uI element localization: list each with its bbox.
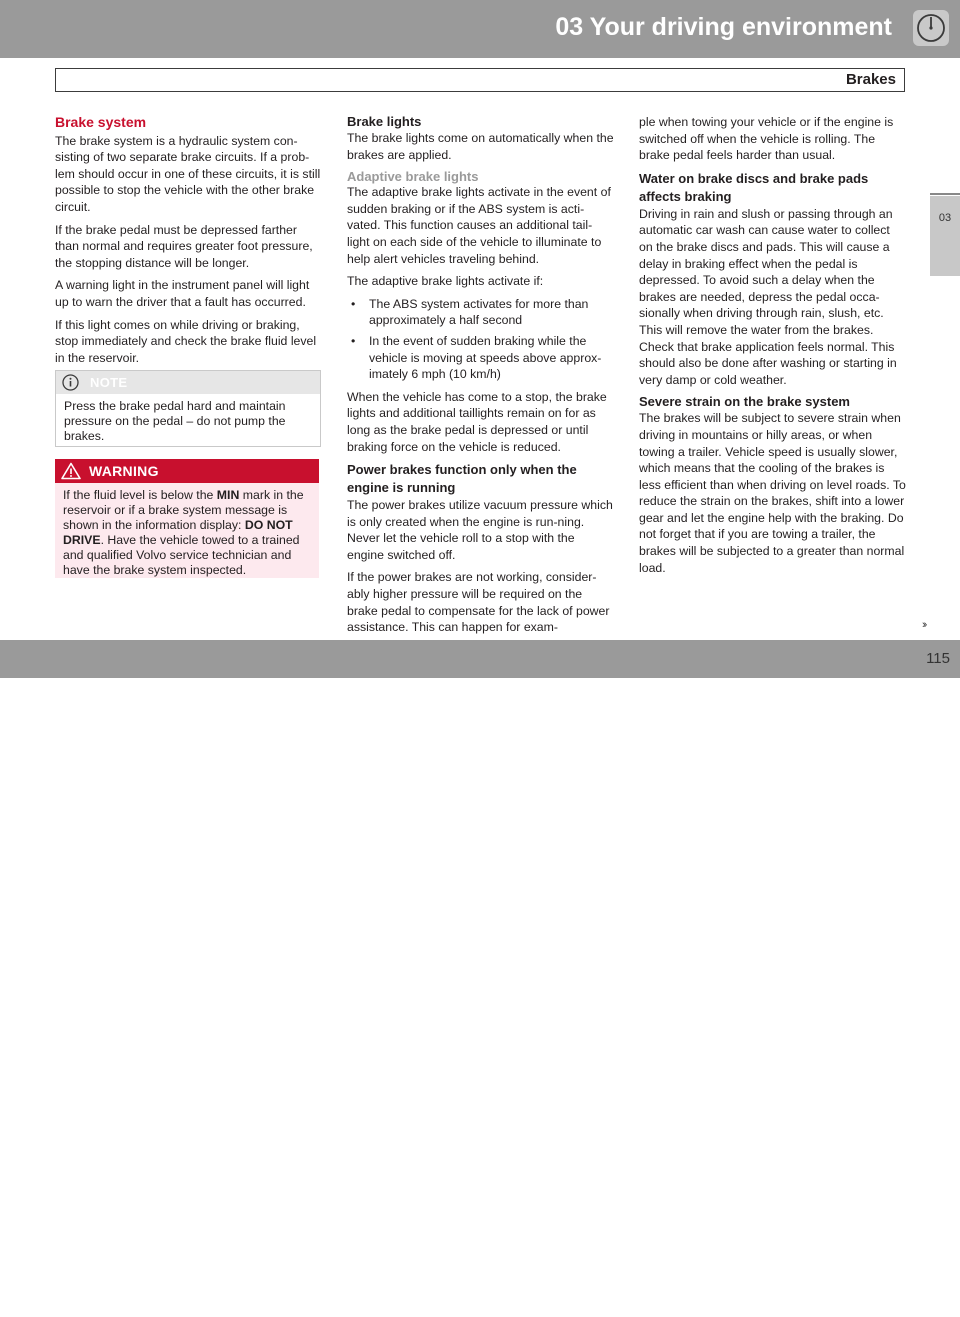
paragraph: A warning light in the instrument panel will light up to warn the driver that a fault has occurred. xyxy=(55,278,310,309)
warning-text-part: mark in the reservoir or if a brake system message is shown in the information display: xyxy=(63,488,304,532)
warning-box xyxy=(55,459,319,578)
list-item-text: In the event of sudden braking while the vehicle is moving at speeds above approx-imately 6 mph (10 km/h) xyxy=(369,333,602,382)
paragraph: The brake lights come on automatically when the brakes are applied. xyxy=(347,131,614,162)
next-page-arrows-icon[interactable]: ›› xyxy=(922,619,926,631)
warning-text-part: If the fluid level is below the xyxy=(63,488,217,502)
paragraph: The power brakes utilize vacuum pressure which is only created when the engine is run-ning. Never let the vehicle roll to a stop with the engine switched off. xyxy=(347,498,613,562)
bottom-bar xyxy=(0,640,960,1316)
list-item-text: The ABS system activates for more than approximately a half second xyxy=(369,296,589,328)
warning-text-part: . Have the vehicle towed to a trained and qualified Volvo service technician and have the brake system inspected. xyxy=(63,533,300,577)
paragraph: The adaptive brake lights activate in the event of sudden braking or if the ABS system is acti-vated. This function causes an additional tail-light on each side of the vehicle to illuminate to help alert vehicles traveling behind. xyxy=(347,185,611,266)
note-label: NOTE xyxy=(90,375,128,390)
list-item xyxy=(347,333,614,383)
column-2 xyxy=(347,114,614,642)
severe-strain-heading: Severe strain on the brake system xyxy=(639,394,850,410)
paragraph: Driving in rain and slush or passing through an automatic car wash can cause water to collect on the brake discs and pads. This will cause a delay in braking effect when the pedal is depressed. To avoid such a delay when the brakes are needed, depress the pedal occa-sionally when driving through rain, slush, etc. This will remove the water from the brakes. Check that brake application feels normal. This should also be done after washing or starting in very damp or cold weather. xyxy=(639,206,897,387)
paragraph: The adaptive brake lights activate if: xyxy=(347,274,544,289)
section-title: Brakes xyxy=(845,71,896,88)
paragraph: When the vehicle has come to a stop, the brake lights and additional taillights remain on for as long as the brake pedal is depressed or until braking force on the vehicle is reduced. xyxy=(347,389,607,454)
paragraph: If this light comes on while driving or braking, stop immediately and check the brake fluid level in the reservoir. xyxy=(55,317,317,365)
warning-label: WARNING xyxy=(89,463,159,479)
bullet-icon: • xyxy=(351,333,356,348)
brake-system-heading: Brake system xyxy=(55,114,147,130)
paragraph: If the power brakes are not working, consider-ably higher pressure will be required on the brake pedal to compensate for the lack of power assistance. This can happen for exam- xyxy=(347,570,610,635)
page-number: 115 xyxy=(926,650,950,667)
bullet-icon: • xyxy=(351,296,356,311)
power-brakes-heading: Power brakes function only when the engine is running xyxy=(347,462,577,496)
chapter-title: 03 Your driving environment xyxy=(555,13,892,41)
column-3 xyxy=(639,114,906,582)
note-header xyxy=(56,371,320,394)
water-on-brakes-heading: Water on brake discs and brake pads affects braking xyxy=(639,170,869,204)
watermark: carmanualsonline.info xyxy=(478,1286,765,1316)
bullet-list xyxy=(347,296,614,383)
warning-text xyxy=(55,483,319,578)
note-text: Press the brake pedal hard and maintain pressure on the pedal – do not pump the brakes. xyxy=(64,399,286,443)
warning-min-emphasis: MIN xyxy=(216,488,240,502)
paragraph: The brake system is a hydraulic system con-sisting of two separate brake circuits. If a prob-lem should occur in one of these circuits, it is still possible to stop the vehicle with the other brake circuit. xyxy=(55,133,321,214)
brake-lights-heading: Brake lights xyxy=(347,114,422,129)
note-box xyxy=(55,370,321,447)
warning-do-not-drive-emphasis: DO NOT DRIVE xyxy=(63,518,293,547)
paragraph: ple when towing your vehicle or if the engine is switched off when the vehicle is rolling. The brake pedal feels harder than usual. xyxy=(639,115,894,163)
speedometer-icon xyxy=(913,10,949,46)
warning-triangle-icon xyxy=(61,462,81,480)
sidetab-divider xyxy=(930,193,960,195)
paragraph: The brakes will be subject to severe strain when driving in mountains or hilly areas, or when towing a trailer. Vehicle speed is usually slower, which means that the cooling of the brakes is less efficient than when driving on level roads. To reduce the strain on the brakes, shift into a lower gear and let the engine help with the braking. Do not forget that if you are towing a trailer, the brakes will be subjected to a greater than normal load. xyxy=(639,411,906,575)
top-bar xyxy=(0,0,960,58)
warning-header xyxy=(55,459,319,483)
column-1 xyxy=(55,114,321,372)
info-icon xyxy=(62,374,79,391)
section-header xyxy=(55,68,905,92)
adaptive-brake-lights-heading: Adaptive brake lights xyxy=(347,169,479,185)
list-item xyxy=(347,296,614,329)
chapter-tab[interactable] xyxy=(930,196,960,276)
chapter-tab-label: 03 xyxy=(938,212,952,224)
paragraph: If the brake pedal must be depressed farther than normal and requires greater foot pressure, the stopping distance will be longer. xyxy=(55,222,313,270)
